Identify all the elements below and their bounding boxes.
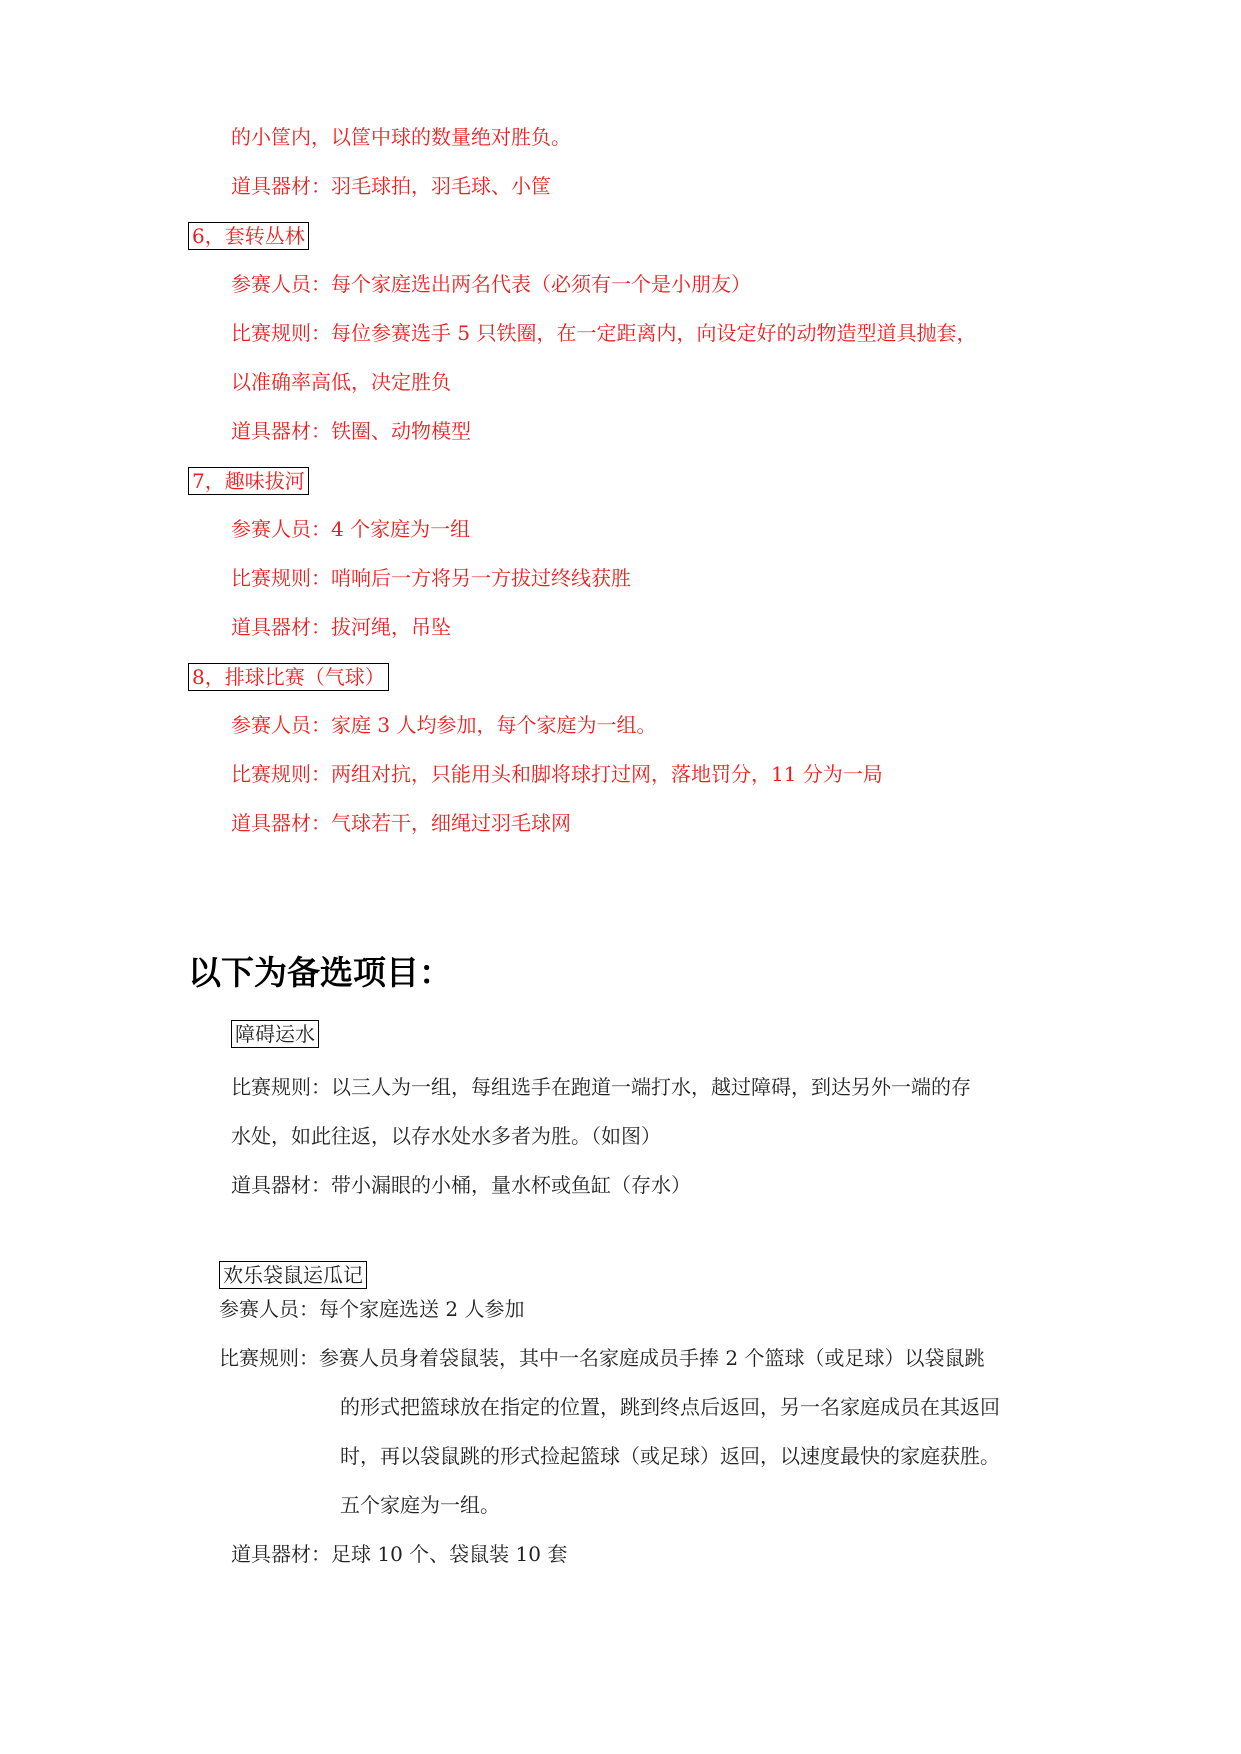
optional-item2-rules-line3: 时，再以袋鼠跳的形式捡起篮球（或足球）返回，以速度最快的家庭获胜。 — [340, 1444, 1000, 1468]
optional-item1-equipment: 道具器材：带小漏眼的小桶，量水杯或鱼缸（存水） — [231, 1173, 691, 1197]
optional-item2-equipment: 道具器材：足球 10 个、袋鼠装 10 套 — [231, 1542, 568, 1566]
event6-equipment: 道具器材：铁圈、动物模型 — [231, 419, 471, 443]
event7-rules: 比赛规则：哨响后一方将另一方拔过终线获胜 — [231, 566, 631, 590]
event6-participants: 参赛人员：每个家庭选出两名代表（必须有一个是小朋友） — [231, 272, 751, 296]
event6-rules-line1: 比赛规则：每位参赛选手 5 只铁圈，在一定距离内，向设定好的动物造型道具抛套， — [231, 321, 977, 345]
event8-heading — [188, 663, 389, 691]
event5-rules-continued: 的小筐内，以筐中球的数量绝对胜负。 — [231, 125, 571, 149]
optional-item2-heading — [219, 1261, 367, 1289]
optional-item1-title: 障碍运水 — [231, 1020, 319, 1048]
optional-item2-rules-line4: 五个家庭为一组。 — [340, 1493, 500, 1517]
optional-item2-title: 欢乐袋鼠运瓜记 — [219, 1261, 367, 1289]
event8-rules: 比赛规则：两组对抗，只能用头和脚将球打过网，落地罚分，11 分为一局 — [231, 762, 883, 786]
event7-heading — [188, 467, 309, 495]
event8-participants: 参赛人员：家庭 3 人均参加，每个家庭为一组。 — [231, 713, 657, 737]
optional-item2-rules-line1: 比赛规则：参赛人员身着袋鼠装，其中一名家庭成员手捧 2 个篮球（或足球）以袋鼠跳 — [219, 1346, 985, 1370]
event7-title: 7，趣味拔河 — [188, 467, 309, 495]
optional-item1-rules-line1: 比赛规则：以三人为一组，每组选手在跑道一端打水，越过障碍，到达另外一端的存 — [231, 1075, 971, 1099]
optional-section-heading: 以下为备选项目： — [188, 953, 452, 992]
event6-rules-line2: 以准确率高低，决定胜负 — [231, 370, 451, 394]
event7-participants: 参赛人员：4 个家庭为一组 — [231, 517, 471, 541]
optional-item1-heading — [231, 1020, 319, 1048]
event5-equipment: 道具器材：羽毛球拍，羽毛球、小筐 — [231, 174, 551, 198]
optional-item2-participants: 参赛人员：每个家庭选送 2 人参加 — [219, 1297, 525, 1321]
optional-item2-rules-line2: 的形式把篮球放在指定的位置，跳到终点后返回，另一名家庭成员在其返回 — [340, 1395, 1000, 1419]
event8-equipment: 道具器材：气球若干，细绳过羽毛球网 — [231, 811, 571, 835]
event6-heading — [188, 222, 309, 250]
event7-equipment: 道具器材：拔河绳，吊坠 — [231, 615, 451, 639]
event8-title: 8，排球比赛（气球） — [188, 663, 389, 691]
optional-item1-rules-line2: 水处，如此往返，以存水处水多者为胜。（如图） — [231, 1124, 661, 1148]
event6-title: 6，套转丛林 — [188, 222, 309, 250]
